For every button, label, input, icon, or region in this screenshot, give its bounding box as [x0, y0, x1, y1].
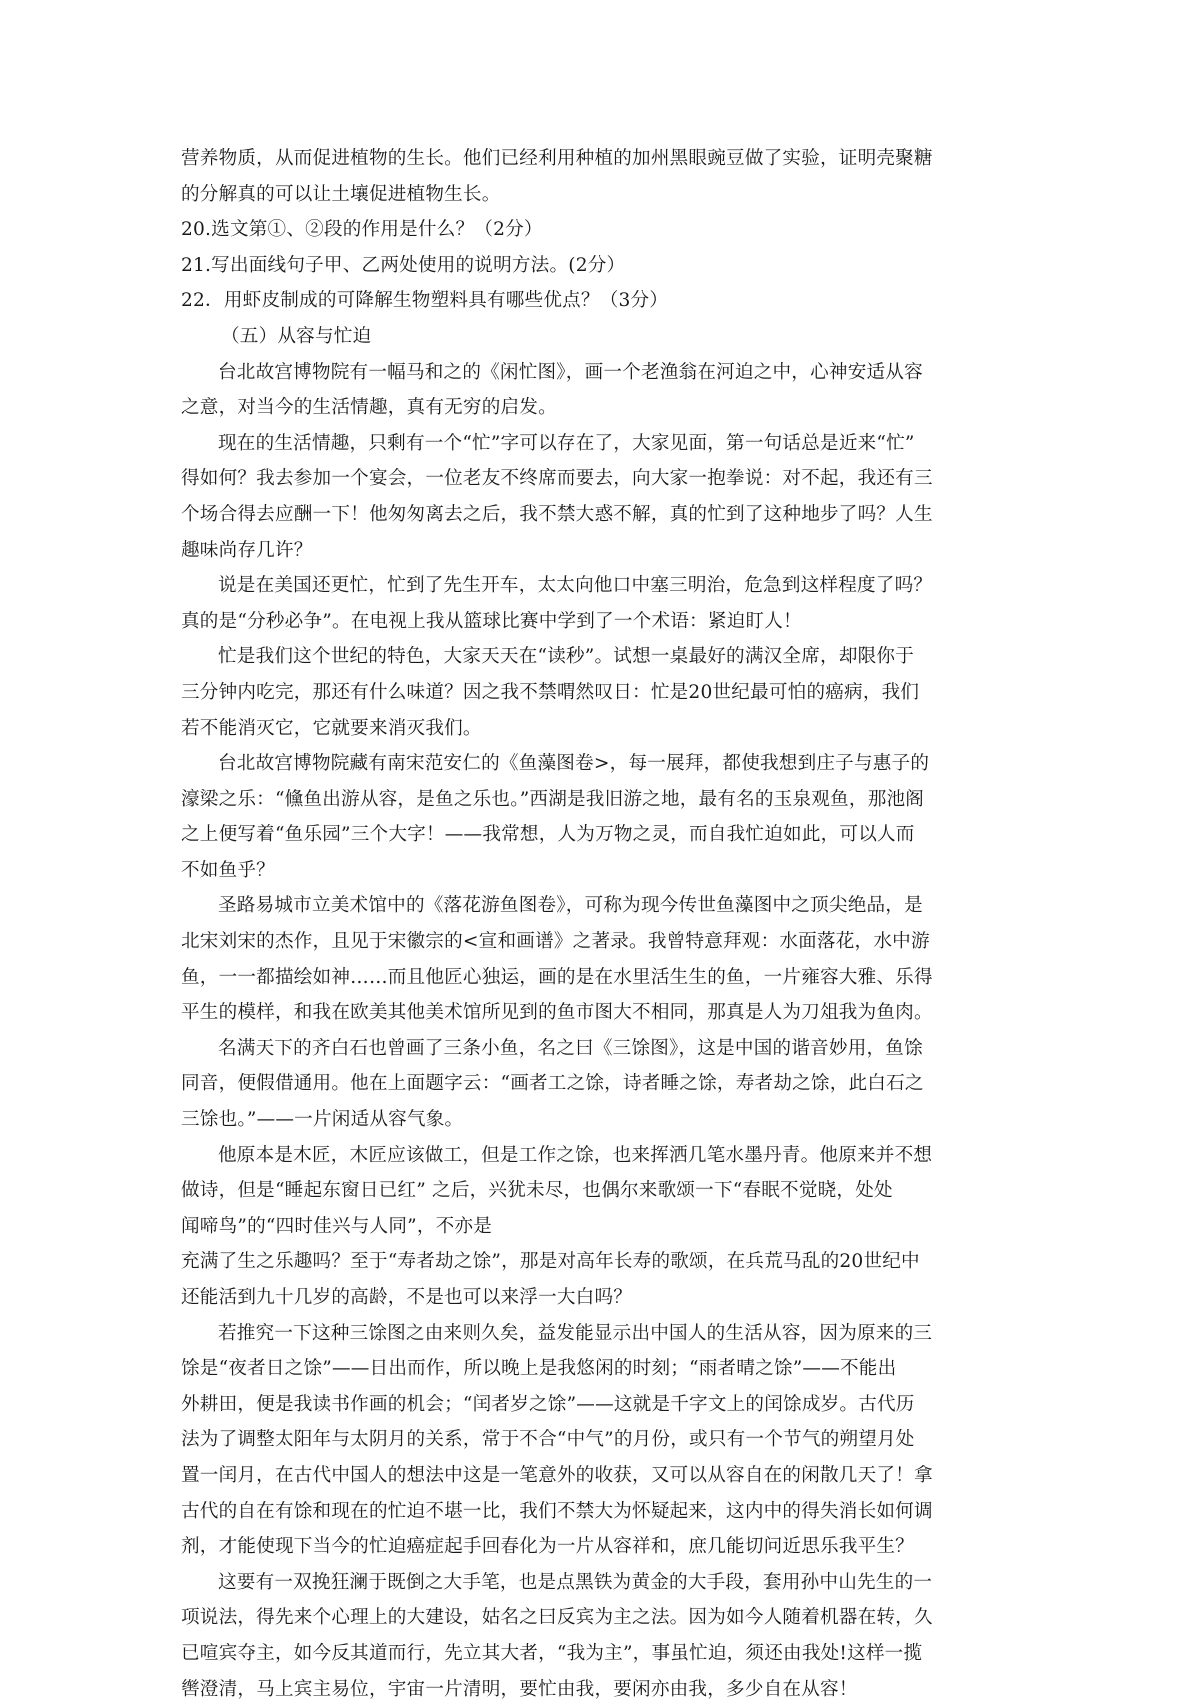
document-page — [181, 141, 1031, 1707]
paragraph-start: 忙是我们这个世纪的特色，大家天天在“读秒”。试想一桌最好的满汉全席，却限你于 — [218, 646, 914, 668]
text-line: 得如何？我去参加一个宴会，一位老友不终席而要去，向大家一抱拳说：对不起，我还有三 — [181, 468, 933, 490]
text-line: 剂，才能使现下当今的忙迫癌症起手回春化为一片从容祥和，庶几能切问近思乐我平生？ — [181, 1536, 914, 1558]
text-line: 馀是“夜者日之馀”——日出而作，所以晚上是我悠闲的时刻；“雨者晴之馀”——不能出 — [181, 1358, 897, 1380]
text-line: 之意，对当今的生活情趣，真有无穷的启发。 — [181, 397, 557, 419]
paragraph-start: 台北故宫博物院有一幅马和之的《闲忙图》，画一个老渔翁在河迫之中，心神安适从容 — [218, 361, 923, 383]
text-line: 鱼，一一都描绘如神……而且他匠心独运，画的是在水里活生生的鱼，一片雍容大雅、乐得 — [181, 966, 933, 988]
text-line: 趣味尚存几许？ — [181, 539, 313, 561]
text-line: 之上便写着“鱼乐园”三个大字！——我常想，人为万物之灵，而自我忙迫如此，可以人而 — [181, 824, 915, 846]
paragraph-start: 说是在美国还更忙，忙到了先生开车，太太向他口中塞三明治，危急到这样程度了吗？ — [218, 575, 933, 597]
text-line: 濠梁之乐：“儵鱼出游从容，是鱼之乐也。”西湖是我旧游之地，最有名的玉泉观鱼，那池阁 — [181, 788, 925, 810]
text-line: 同音，便假借通用。他在上面题字云：“画者工之馀，诗者睡之馀，寿者劫之馀，此白石之 — [181, 1073, 924, 1095]
paragraph-start: 台北故宫博物院藏有南宋范安仁的《鱼藻图卷>，每一展拜，都使我想到庄子与惠子的 — [218, 753, 930, 775]
text-line: 已喧宾夺主，如今反其道而行，先立其大者，“我为主”，事虽忙迫，须还由我处!这样一揽 — [181, 1642, 923, 1664]
paragraph-start: 若推究一下这种三馀图之由来则久矣，益发能显示出中国人的生活从容，因为原来的三 — [218, 1322, 933, 1344]
text-line: 真的是“分秒必争”。在电视上我从篮球比赛中学到了一个术语：紧迫盯人！ — [181, 610, 802, 632]
question-21: 21.写出面线句子甲、乙两处使用的说明方法。(2分） — [181, 254, 626, 276]
text-line: 充满了生之乐趣吗？至于“寿者劫之馀”，那是对高年长寿的歌颂，在兵荒马乱的20世纪中 — [181, 1251, 920, 1273]
text-line: 若不能消灭它，它就要来消灭我们。 — [181, 717, 482, 739]
text-line: 置一闰月，在古代中国人的想法中这是一笔意外的收获，又可以从容自在的闲散几天了！拿 — [181, 1464, 933, 1486]
paragraph-start: 圣路易城市立美术馆中的《落花游鱼图卷》，可称为现今传世鱼藻图中之顶尖绝品，是 — [218, 895, 923, 917]
text-line: 外耕田，便是我读书作画的机会；“闰者岁之馀”——这就是千字文上的闰馀成岁。古代历 — [181, 1393, 915, 1415]
text-line: 个场合得去应酬一下！他匆匆离去之后，我不禁大惑不解，真的忙到了这种地步了吗？人生 — [181, 503, 933, 525]
paragraph-start: 他原本是木匠，木匠应该做工，但是工作之馀，也来挥洒几笔水墨丹青。他原来并不想 — [218, 1144, 933, 1166]
text-line: 平生的模样，和我在欧美其他美术馆所见到的鱼市图大不相同，那真是人为刀俎我为鱼肉。 — [181, 1002, 933, 1024]
text-line: 三分钟内吃完，那还有什么味道？因之我不禁喟然叹日：忙是20世纪最可怕的癌病，我们 — [181, 681, 920, 703]
text-line: 三馀也。”——一片闲适从容气象。 — [181, 1109, 464, 1131]
text-line: 辔澄清，马上宾主易位，宇宙一片清明，要忙由我，要闲亦由我，多少自在从容！ — [181, 1678, 858, 1700]
text-line: 还能活到九十几岁的高龄，不是也可以来浮一大白吗？ — [181, 1287, 633, 1308]
section-heading: （五）从容与忙迫 — [221, 325, 372, 347]
text-line: 项说法，得先来个心理上的大建设，姑名之曰反宾为主之法。因为如今人随着机器在转，久 — [181, 1607, 933, 1629]
text-line: 做诗，但是“睡起东窗日已红” 之后，兴犹未尽，也偶尔来歌颂一下“春眠不觉晓，处处 — [181, 1180, 893, 1202]
question-22: 22．用虾皮制成的可降解生物塑料具有哪些优点？（3分） — [181, 290, 669, 312]
paragraph-start: 这要有一双挽狂澜于既倒之大手笔，也是点黑铁为黄金的大手段，套用孙中山先生的一 — [218, 1571, 933, 1593]
text-line: 闻啼鸟”的“四时佳兴与人同”，不亦是 — [181, 1215, 493, 1237]
question-20: 20.选文第①、②段的作用是什么？（2分） — [181, 219, 543, 241]
text-line: 法为了调整太阳年与太阴月的关系，常于不合“中气”的月份，或只有一个节气的朔望月处 — [181, 1429, 915, 1451]
text-line: 北宋刘宋的杰作，且见于宋徽宗的<宣和画谱》之著录。我曾特意拜观：水面落花，水中游 — [181, 931, 930, 953]
text-line: 营养物质，从而促进植物的生长。他们已经利用种植的加州黑眼豌豆做了实验，证明壳聚糖 — [181, 148, 933, 169]
text-line: 的分解真的可以让土壤促进植物生长。 — [181, 183, 501, 205]
paragraph-start: 现在的生活情趣，只剩有一个“忙”字可以存在了，大家见面，第一句话总是近来“忙” — [218, 432, 915, 454]
text-line: 古代的自在有馀和现在的忙迫不堪一比，我们不禁大为怀疑起来，这内中的得失消长如何调 — [181, 1500, 933, 1522]
text-line: 不如鱼乎？ — [181, 859, 275, 881]
paragraph-start: 名满天下的齐白石也曾画了三条小鱼，名之曰《三馀图》，这是中国的谐音妙用，鱼馀 — [218, 1037, 923, 1059]
